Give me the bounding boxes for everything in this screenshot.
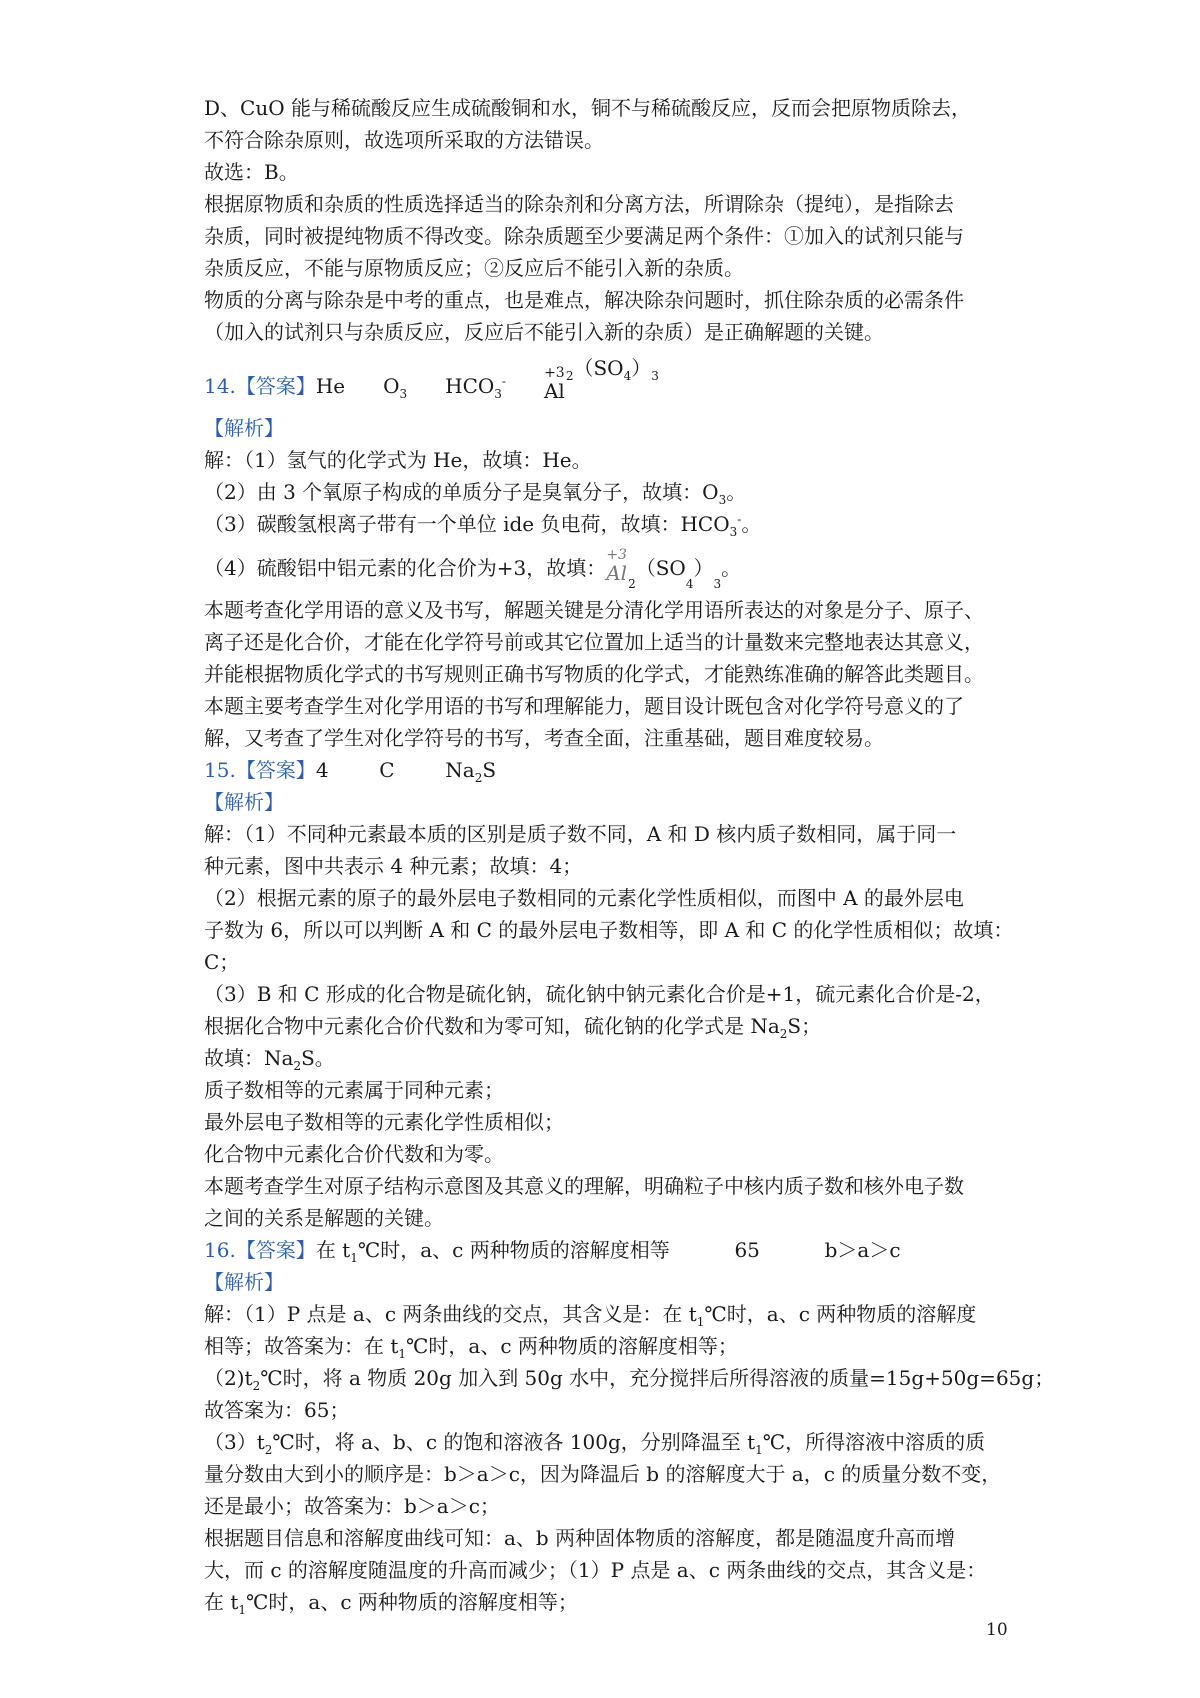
text-line: 故答案为：65； <box>204 1398 350 1422</box>
text-line: 杂质反应，不能与原物质反应；②反应后不能引入新的杂质。 <box>204 256 744 280</box>
text-line: 解，又考查了学生对化学符号的书写，考查全面，注重基础，题目难度较易。 <box>204 726 884 750</box>
text-line: （3）B 和 C 形成的化合物是硫化钠，硫化钠中钠元素化合价是+1，硫元素化合价是-2， <box>204 982 995 1006</box>
answer-value: +3 Al $_2(SO_4)_3$ <box>543 356 659 403</box>
answer-value: $Na_2S$ <box>445 758 497 785</box>
text-line: 物质的分离与除杂是中考的重点，也是难点，解决除杂问题时，抓住除杂质的必需条件 <box>204 288 964 312</box>
text-line: 解：（1）P 点是 a、c 两条曲线的交点，其含义是：在 $t_1℃$时，a、c 两种物质的溶解度 <box>204 1302 977 1329</box>
text-line: 还是最小；故答案为：b＞a＞c； <box>204 1494 500 1518</box>
text-line: 本题考查化学用语的意义及书写，解题关键是分清化学用语所表达的对象是分子、原子、 <box>204 598 984 622</box>
text-line: 本题主要考查学生对化学用语的书写和理解能力，题目设计既包含对化学符号意义的了 <box>204 694 964 718</box>
text-line: （2）由 3 个氧原子构成的单质分子是臭氧分子，故填：$O_3$。 <box>204 480 747 507</box>
text-line: 杂质，同时被提纯物质不得改变。除杂质题至少要满足两个条件：①加入的试剂只能与 <box>204 224 964 248</box>
text-line: （4）硫酸铝中铝元素的化合价为+3，故填： +3 Al 2 （SO 4 ） 3 。 <box>204 547 742 591</box>
analysis-tag: 【解析】 <box>204 790 284 814</box>
text-line: 量分数由大到小的顺序是：b＞a＞c，因为降温后 b 的溶解度大于 a，c 的质量分数不变， <box>204 1462 1002 1486</box>
text-line: 并能根据物质化学式的书写规则正确书写物质的化学式，才能熟练准确的解答此类题目。 <box>204 662 984 686</box>
answer-line-q15 <box>204 754 1004 786</box>
answer-value: He <box>315 374 346 398</box>
text-line: 在 $t_1℃$时，a、c 两种物质的溶解度相等； <box>204 1590 578 1617</box>
analysis-tag: 【解析】 <box>204 1270 284 1294</box>
question-number: 14. <box>204 374 236 398</box>
text-line: 之间的关系是解题的关键。 <box>204 1206 444 1230</box>
answer-tag: 【答案】 <box>235 1238 316 1262</box>
answer-value: C <box>379 758 395 782</box>
answer-value: $O_3$ <box>383 374 408 401</box>
text-line: 故填：$Na_2S$。 <box>204 1046 335 1073</box>
text-line: 离子还是化合价，才能在化学符号前或其它位置加上适当的计量数来完整地表达其意义， <box>204 630 984 654</box>
text-line: 根据题目信息和溶解度曲线可知：a、b 两种固体物质的溶解度，都是随温度升高而增 <box>204 1526 956 1550</box>
text-line: （加入的试剂只与杂质反应，反应后不能引入新的杂质）是正确解题的关键。 <box>204 320 884 344</box>
answer-line-q16 <box>204 1234 1004 1266</box>
text-line: 种元素，图中共表示 4 种元素；故填：4； <box>204 854 583 878</box>
text-line: 质子数相等的元素属于同种元素； <box>204 1078 504 1102</box>
answer-value: $HCO_3^-$ <box>445 374 506 401</box>
text-line: 大，而 c 的溶解度随温度的升高而减少；（1）P 点是 a、c 两条曲线的交点，其含义是： <box>204 1558 987 1582</box>
answer-line-q14 <box>204 358 1004 402</box>
answer-tag: 【答案】 <box>235 758 316 782</box>
answer-tag: 【答案】 <box>235 374 316 398</box>
text-line: （3）碳酸氢根离子带有一个单位 ide 负电荷，故填：$HCO_3^-$。 <box>204 512 762 539</box>
text-line: D、CuO 能与稀硫酸反应生成硫酸铜和水，铜不与稀硫酸反应，反而会把原物质除去， <box>204 96 971 120</box>
page-number: 10 <box>986 1620 1008 1640</box>
text-line: 解：（1）不同种元素最本质的区别是质子数不同，A 和 D 核内质子数相同，属于同一 <box>204 822 957 846</box>
text-line: 不符合除杂原则，故选项所采取的方法错误。 <box>204 128 604 152</box>
answer-text-body <box>204 92 1055 1618</box>
text-line: 化合物中元素化合价代数和为零。 <box>204 1142 504 1166</box>
text-line: C； <box>204 950 240 974</box>
text-line: 根据原物质和杂质的性质选择适当的除杂剂和分离方法，所谓除杂（提纯），是指除去 <box>204 192 954 216</box>
valence-notation: +3 Al <box>606 547 628 585</box>
answer-value: 4 <box>315 758 329 782</box>
text-line: 相等；故答案为：在 $t_1℃$时，a、c 两种物质的溶解度相等； <box>204 1334 738 1361</box>
analysis-tag: 【解析】 <box>204 416 284 440</box>
text-line: 故选：B。 <box>204 160 299 184</box>
question-number: 16. <box>204 1238 236 1262</box>
valence-notation: +3 Al <box>543 365 565 403</box>
text-line: 最外层电子数相等的元素化学性质相似； <box>204 1110 564 1134</box>
text-line: $(3)t_2℃$时，将 a、b、c 的饱和溶液各 100g，分别降温至 $t_1℃$，所得溶液中溶质的质 <box>204 1430 986 1457</box>
question-number: 15. <box>204 758 236 782</box>
text-line: $(2)t_2℃$时，将 a 物质 20g 加入到 50g 水中，充分搅拌后所得溶液的质量=15g+50g=65g； <box>204 1366 1055 1393</box>
answer-value: 65 <box>734 1238 760 1262</box>
text-line: 根据化合物中元素化合价代数和为零可知，硫化钠的化学式是 $Na_2S$； <box>204 1014 822 1041</box>
text-line: 解：（1）氢气的化学式为 He，故填：He。 <box>204 448 592 472</box>
text-line: 子数为 6，所以可以判断 A 和 C 的最外层电子数相等，即 A 和 C 的化学性质相似；故填： <box>204 918 1014 942</box>
text-line: 本题考查学生对原子结构示意图及其意义的理解，明确粒子中核内质子数和核外电子数 <box>204 1174 964 1198</box>
answer-value: 在 $t_1℃$时，a、c 两种物质的溶解度相等 <box>315 1238 670 1265</box>
text-line: （2）根据元素的原子的最外层电子数相同的元素化学性质相似，而图中 A 的最外层电 <box>204 886 964 910</box>
answer-value: b＞a＞c <box>824 1238 901 1262</box>
